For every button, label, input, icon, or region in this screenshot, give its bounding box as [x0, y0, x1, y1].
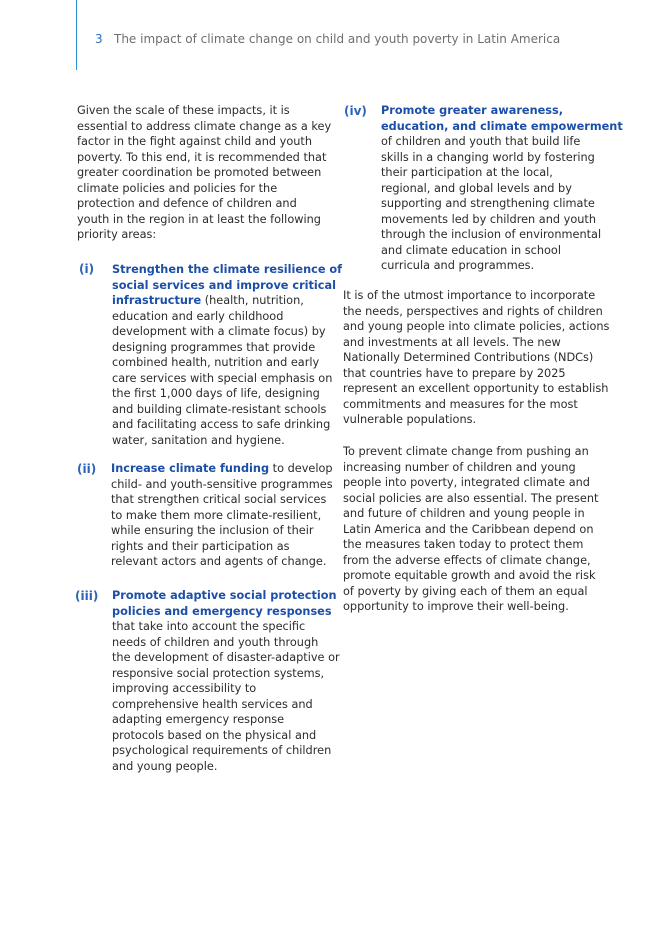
text-line: through the inclusion of environmental	[381, 228, 602, 241]
text-line: development with a climate focus) by	[112, 325, 326, 338]
text-line: the first 1,000 days of life, designing	[112, 387, 320, 400]
text-line: care services with special emphasis on	[112, 371, 333, 385]
text-line: and investments at all levels. The new	[343, 335, 561, 349]
text-line: protection and defence of children and	[77, 197, 297, 210]
text-line: factor in the fight against child and youth	[77, 135, 312, 148]
text-line: rights and their participation as	[111, 539, 290, 553]
text-line: Promote adaptive social protection	[112, 589, 337, 602]
text-line: to make them more climate-resilient,	[111, 508, 322, 522]
text-line: To prevent climate change from pushing an	[343, 445, 589, 458]
item-iii-text	[112, 588, 340, 774]
text-line: the needs, perspectives and rights of children	[343, 304, 603, 318]
text-line: Given the scale of these impacts, it is	[77, 104, 290, 117]
item-iv-label: (iv)	[344, 104, 367, 118]
item-i-label: (i)	[79, 262, 95, 276]
text-line: regional, and global levels and by	[381, 181, 572, 195]
text-line: from the adverse effects of climate change,	[343, 553, 591, 567]
text-line: Strengthen the climate resilience of	[112, 263, 343, 276]
text-line: that strengthen critical social services	[111, 493, 327, 506]
text-line: improving accessibility to	[112, 682, 257, 695]
text-line: of poverty by giving each of them an equal	[343, 584, 588, 598]
text-line: water, sanitation and hygiene.	[112, 433, 285, 447]
text-line: the development of disaster-adaptive or	[112, 651, 340, 664]
text-line: and young people into climate policies, actions	[343, 320, 610, 333]
text-line: greater coordination be promoted between	[77, 166, 322, 179]
text-line: vulnerable populations.	[343, 413, 477, 426]
bold-phrase: Increase climate funding	[111, 462, 270, 475]
header-rule	[76, 0, 77, 70]
ndc-paragraph	[343, 288, 609, 428]
text-line: commitments and measures for the most	[343, 397, 578, 411]
text-line	[111, 461, 333, 477]
item-ii-text	[111, 461, 333, 570]
text-line: supporting and strengthening climate	[381, 197, 595, 210]
text-line: and facilitating access to safe drinking	[112, 418, 331, 431]
text-line: education and early childhood	[112, 309, 284, 323]
text-line: Promote greater awareness,	[381, 104, 564, 117]
item-i-text	[112, 262, 342, 448]
text-line: while ensuring the inclusion of their	[111, 524, 314, 537]
item-ii-label: (ii)	[77, 462, 97, 476]
text-line: Nationally Determined Contributions (NDCs)	[343, 351, 594, 364]
text-line: and building climate-resistant schools	[112, 402, 327, 416]
text-line: It is of the utmost importance to incorporate	[343, 289, 596, 302]
running-header-title: The impact of climate change on child and youth poverty in Latin America	[114, 32, 561, 46]
bold-phrase: infrastructure	[112, 294, 202, 307]
text-run: to develop	[269, 462, 333, 475]
text-line: and future of children and young people in	[343, 507, 585, 520]
text-line: that take into account the specific	[112, 620, 306, 633]
page-number: 3	[95, 32, 103, 46]
text-line: Latin America and the Caribbean depend on	[343, 522, 594, 536]
text-line: policies and emergency responses	[112, 604, 332, 618]
text-line: and climate education in school	[381, 243, 561, 257]
text-line: and young people.	[112, 759, 218, 773]
item-iii-label: (iii)	[75, 589, 99, 603]
conclusion-paragraph	[343, 444, 598, 615]
text-line: comprehensive health services and	[112, 697, 313, 711]
text-line: of children and youth that build life	[381, 135, 581, 148]
text-line: relevant actors and agents of change.	[111, 555, 327, 568]
text-line: combined health, nutrition and early	[112, 356, 320, 369]
text-line: social policies are also essential. The present	[343, 491, 599, 505]
text-line: needs of children and youth through	[112, 635, 319, 649]
text-line: movements led by children and youth	[381, 212, 596, 226]
text-line: essential to address climate change as a key	[77, 119, 332, 133]
text-line: opportunity to improve their well-being.	[343, 600, 569, 613]
text-line: skills in a changing world by fostering	[381, 150, 595, 164]
text-line: adapting emergency response	[112, 713, 285, 726]
intro-paragraph	[77, 103, 331, 243]
text-line: climate policies and policies for the	[77, 181, 278, 195]
text-line: promote equitable growth and avoid the risk	[343, 569, 596, 582]
text-line	[112, 293, 342, 309]
text-line: protocols based on the physical and	[112, 728, 317, 742]
text-line: education, and climate empowerment	[381, 119, 623, 133]
text-line: child- and youth-sensitive programmes	[111, 477, 333, 491]
text-line: represent an excellent opportunity to establish	[343, 382, 609, 395]
text-line: youth in the region in at least the following	[77, 212, 321, 226]
item-iv-text	[381, 103, 623, 274]
text-line: people into poverty, integrated climate and	[343, 476, 590, 489]
text-line: poverty. To this end, it is recommended that	[77, 150, 327, 164]
text-line: psychological requirements of children	[112, 744, 332, 757]
text-line: priority areas:	[77, 228, 157, 241]
text-line: the measures taken today to protect them	[343, 538, 584, 551]
text-line: that countries have to prepare by 2025	[343, 366, 566, 380]
text-line: designing programmes that provide	[112, 340, 316, 354]
text-line: responsive social protection systems,	[112, 666, 325, 680]
text-line: their participation at the local,	[381, 166, 553, 179]
text-line: increasing number of children and young	[343, 460, 576, 474]
text-line: curricula and programmes.	[381, 259, 535, 272]
text-line: social services and improve critical	[112, 278, 337, 292]
text-run: (health, nutrition,	[201, 294, 304, 307]
